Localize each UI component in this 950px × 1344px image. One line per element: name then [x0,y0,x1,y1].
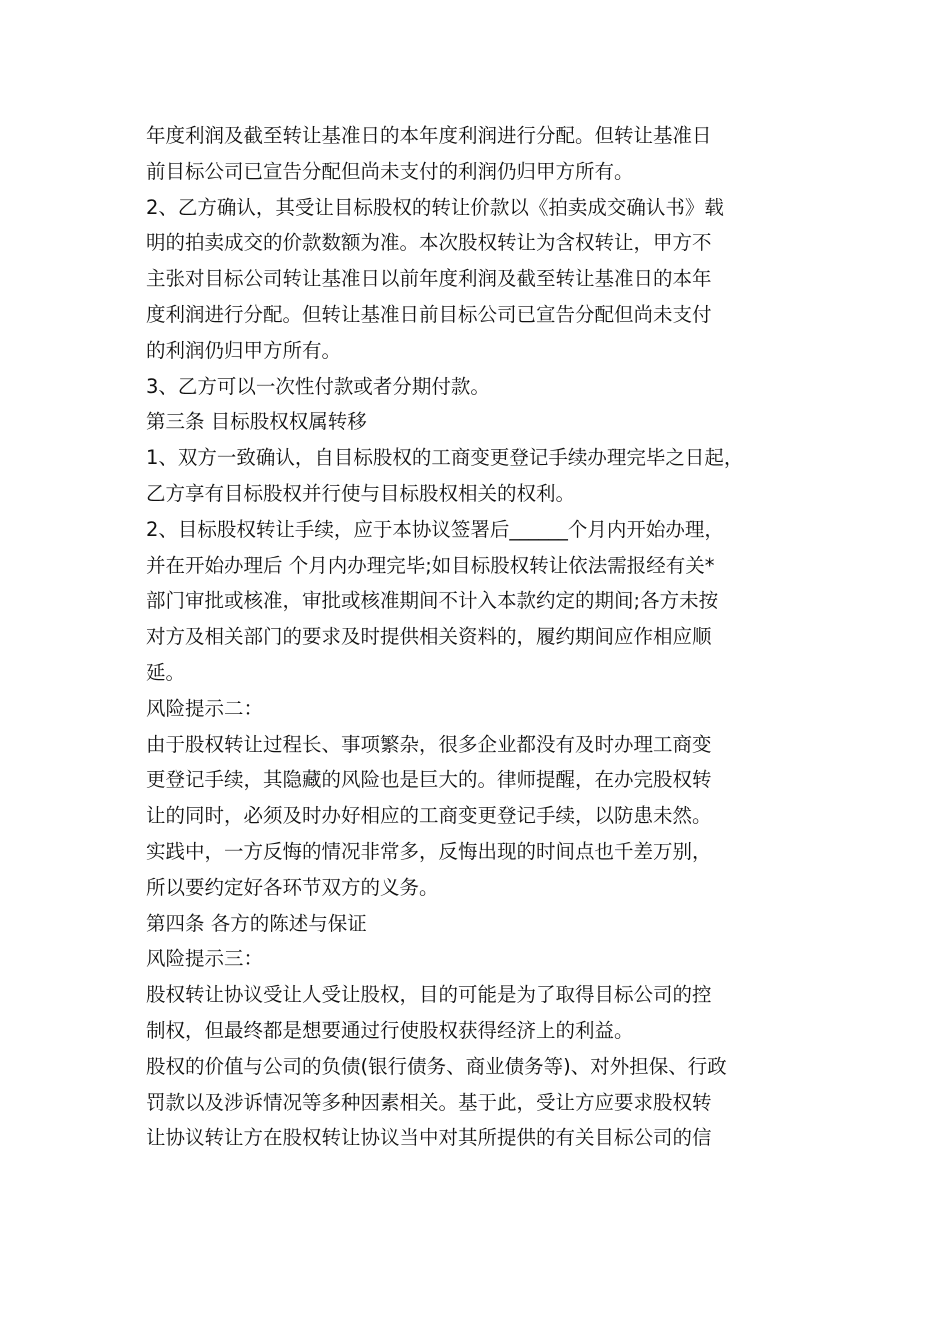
text-line: 主张对目标公司转让基准日以前年度利润及截至转让基准日的本年 [146,267,712,291]
text-line: 3、乙方可以一次性付款或者分期付款。 [146,374,490,398]
document-body [146,118,826,1156]
text-line: 股权转让协议受让人受让股权，目的可能是为了取得目标公司的控 [146,983,712,1007]
text-line: 明的拍卖成交的价款数额为准。本次股权转让为含权转让，甲方不 [146,231,712,255]
text-line: 2、乙方确认，其受让目标股权的转让价款以《拍卖成交确认书》载 [146,195,724,219]
text-line: 所以要约定好各环节双方的义务。 [146,875,439,899]
text-line: 并在开始办理后 个月内办理完毕;如目标股权转让依法需报经有关* [146,553,715,577]
text-line: 对方及相关部门的要求及时提供相关资料的，履约期间应作相应顺 [146,625,712,649]
text-line: 罚款以及涉诉情况等多种因素相关。基于此，受让方应要求股权转 [146,1090,712,1114]
text-line: 2、目标股权转让手续，应于本协议签署后______个月内开始办理， [146,517,724,541]
text-line: 延。 [146,660,186,684]
risk-heading: 风险提示二： [146,696,264,720]
text-line: 让的同时，必须及时办好相应的工商变更登记手续，以防患未然。 [146,804,712,828]
text-line: 前目标公司已宣告分配但尚未支付的利润仍归甲方所有。 [146,159,634,183]
text-line: 度利润进行分配。但转让基准日前目标公司已宣告分配但尚未支付 [146,302,712,326]
text-line: 的利润仍归甲方所有。 [146,338,342,362]
text-line: 由于股权转让过程长、事项繁杂，很多企业都没有及时办理工商变 [146,732,712,756]
text-line: 乙方享有目标股权并行使与目标股权相关的权利。 [146,481,576,505]
text-line: 实践中，一方反悔的情况非常多，反悔出现的时间点也千差万别， [146,839,712,863]
text-line: 制权，但最终都是想要通过行使股权获得经济上的利益。 [146,1018,634,1042]
text-line: 部门审批或核准，审批或核准期间不计入本款约定的期间;各方未按 [146,589,719,613]
risk-heading: 风险提示三： [146,947,264,971]
text-line: 更登记手续，其隐藏的风险也是巨大的。律师提醒，在办完股权转 [146,768,712,792]
text-line: 让协议转让方在股权转让协议当中对其所提供的有关目标公司的信 [146,1126,712,1150]
section-heading: 第三条 目标股权权属转移 [146,410,367,434]
text-line: 股权的价值与公司的负债(银行债务、商业债务等)、对外担保、行政 [146,1054,727,1078]
text-line: 年度利润及截至转让基准日的本年度利润进行分配。但转让基准日 [146,124,712,147]
text-line: 1、双方一致确认，自目标股权的工商变更登记手续办理完毕之日起， [146,446,744,470]
section-heading: 第四条 各方的陈述与保证 [146,911,367,935]
